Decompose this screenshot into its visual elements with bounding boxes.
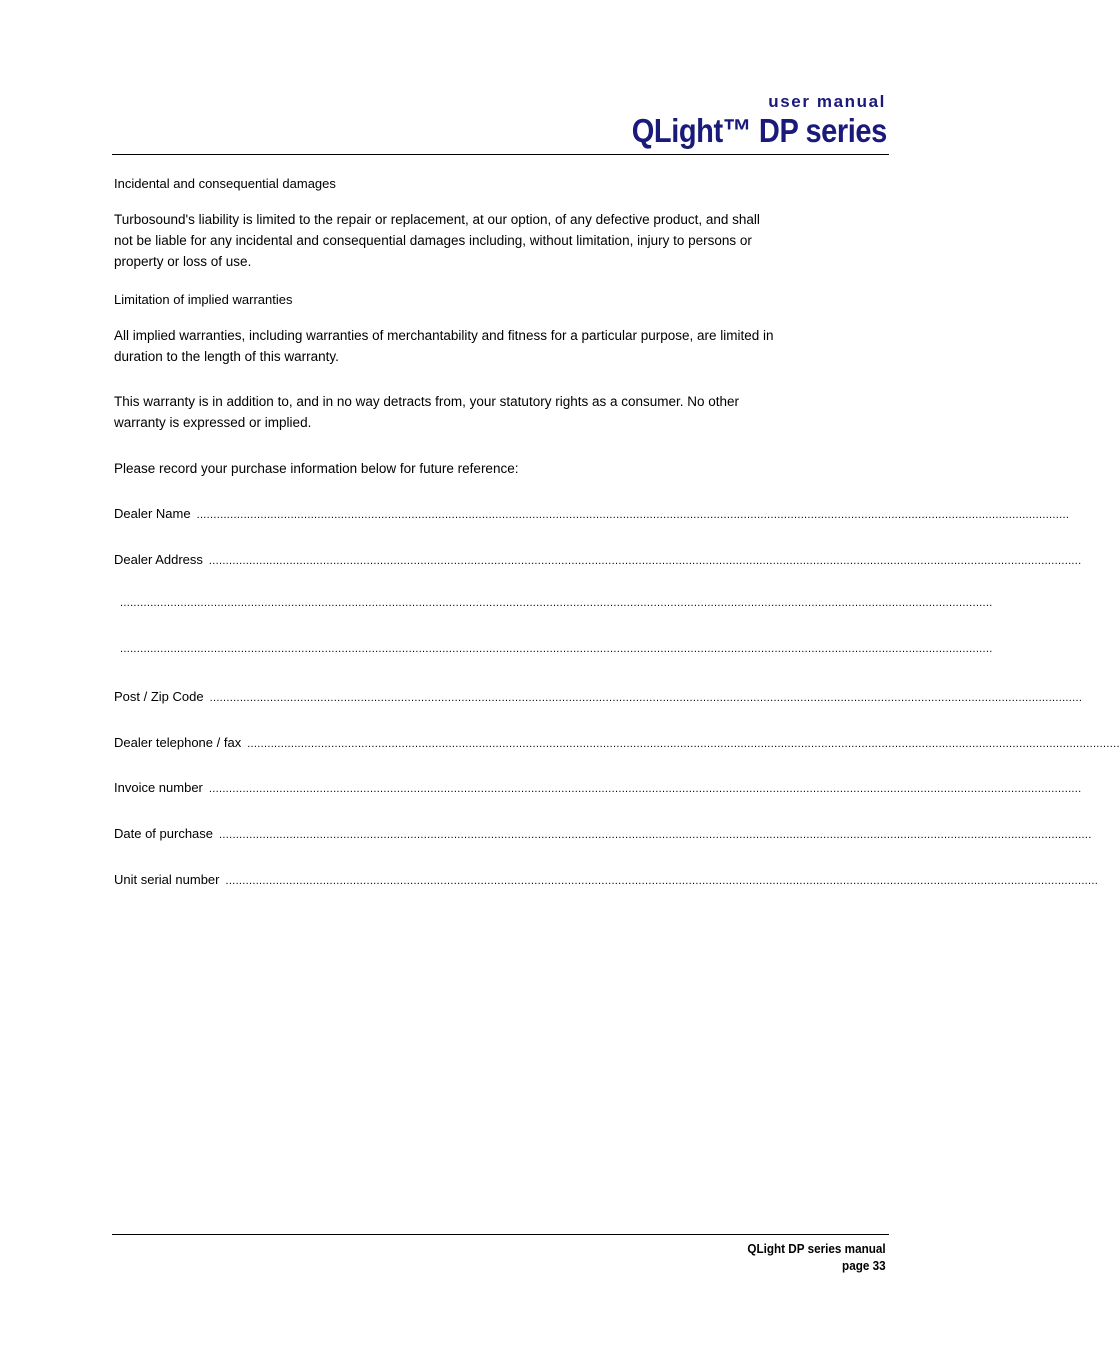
header-subtitle: user manual [768,92,886,111]
address-line-2-field[interactable]: .................................................................................................................................................................................................................................................................... [120,597,993,609]
invoice-number-field[interactable]: Invoice number .................................................................................................................................................................................................................................................................... [114,780,1082,795]
address-line-3-field[interactable]: .................................................................................................................................................................................................................................................................... [120,643,993,655]
dealer-name-field[interactable]: Dealer Name .................................................................................................................................................................................................................................................................... [114,506,1070,521]
footer-manual-name: QLight DP series manual [747,1241,886,1256]
date-of-purchase-label: Date of purchase [114,826,214,841]
invoice-number-label: Invoice number [114,780,203,795]
dealer-address-field[interactable]: Dealer Address .................................................................................................................................................................................................................................................................... [114,552,1082,567]
warranties-text: All implied warranties, including warranties of merchantability and fitness for a particular purpose, are limited in duration to the length of this warranty. [114,328,774,364]
record-text: Please record your purchase information below for future reference: [114,461,519,476]
post-zip-field[interactable]: Post / Zip Code .................................................................................................................................................................................................................................................................... [114,689,1083,704]
unit-serial-field[interactable]: Unit serial number .................................................................................................................................................................................................................................................................... [114,872,1099,887]
dealer-phone-field[interactable]: Dealer telephone / fax .................................................................................................................................................................................................................................................................... [114,735,1120,750]
date-of-purchase-field[interactable]: Date of purchase .................................................................................................................................................................................................................................................................... [114,826,1092,841]
warranties-heading: Limitation of implied warranties [114,292,293,307]
header-rule [112,154,889,155]
footer-rule [112,1234,889,1235]
dealer-address-label: Dealer Address [114,552,203,567]
footer [748,1240,886,1274]
footer-page-number: page 33 [842,1258,886,1273]
damages-heading: Incidental and consequential damages [114,176,336,191]
statutory-text: This warranty is in addition to, and in no way detracts from, your statutory rights as a consumer. No other warranty is expressed or implied. [114,394,740,430]
unit-serial-label: Unit serial number [114,872,220,887]
header-title: QLight™ DP series [631,112,887,149]
dealer-phone-label: Dealer telephone / fax [114,735,242,750]
dealer-name-label: Dealer Name [114,506,191,521]
post-zip-label: Post / Zip Code [114,689,204,704]
damages-text: Turbosound's liability is limited to the repair or replacement, at our option, of any defective product, and shall not be liable for any incidental and consequential damages including, without limitation, injury to persons or property or loss of use. [114,212,760,269]
